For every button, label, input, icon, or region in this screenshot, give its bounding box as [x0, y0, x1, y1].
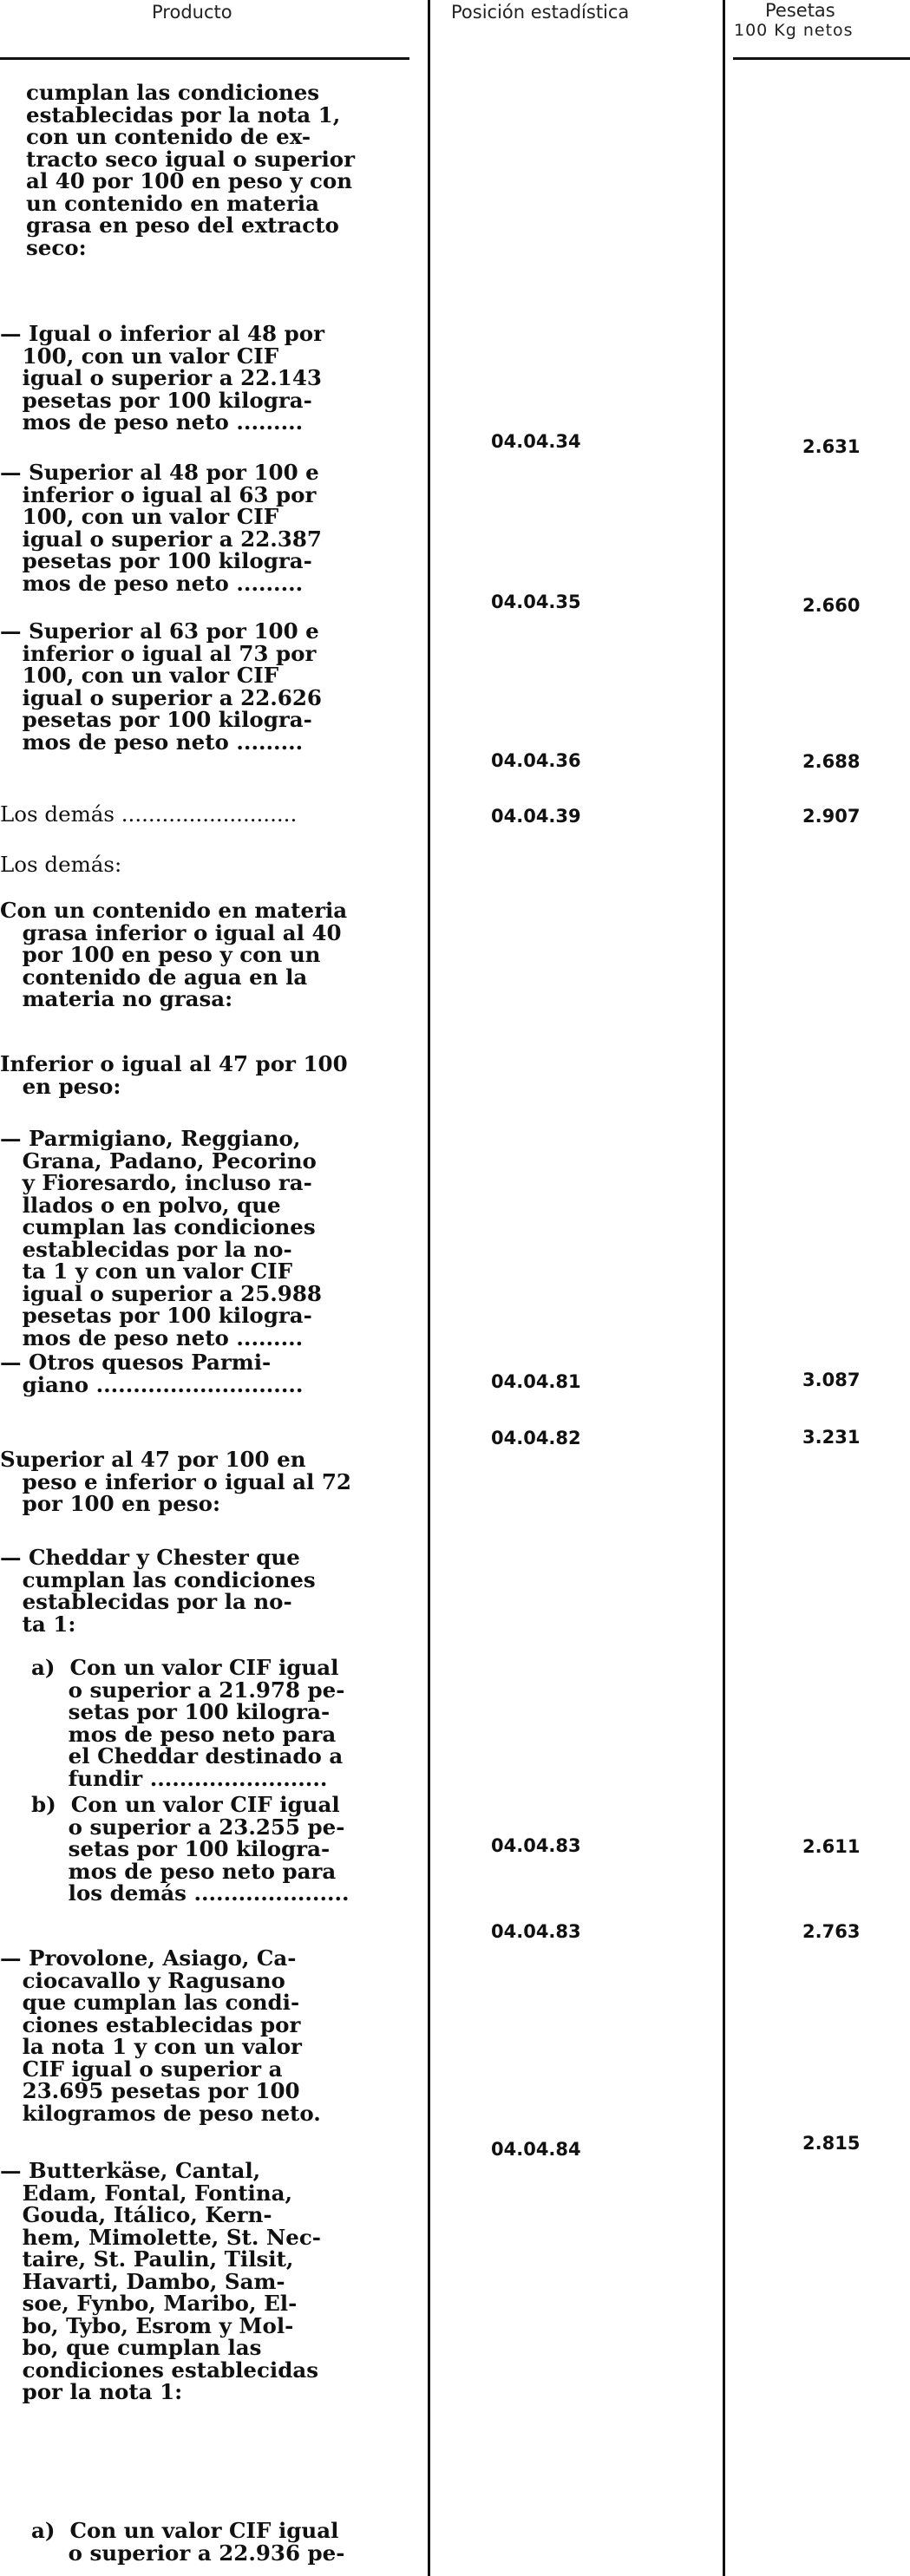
product-text-item-73: — Superior al 63 por 100 e inferior o igual al 73 por 100, con un valor CIF igual o superior a 22.626 pesetas por 100 kilogra- mos de peso neto ......... — [0, 618, 322, 755]
pesetas-value: 3.231 — [802, 1427, 861, 1448]
product-text-fat-content: Con un contenido en materia grasa inferior o igual al 40 por 100 en peso y con un contenido de agua en la materia no grasa: — [0, 898, 348, 1011]
column-divider-left — [428, 0, 430, 2576]
position-value: 04.04.35 — [491, 592, 581, 612]
pesetas-value: 2.611 — [802, 1836, 861, 1857]
product-text-provolone: — Provolone, Asiago, Ca- ciocavallo y Ragusano que cumplan las condi- ciones establecidas por la nota 1 y con un valor CIF igual o superior a 23.695 pesetas por 100 kilogramos de peso neto. — [0, 1945, 321, 2126]
header-pesetas: Pesetas — [765, 0, 835, 21]
product-text-butterkase: — Butterkäse, Cantal, Edam, Fontal, Fontina, Gouda, Itálico, Kern- hem, Mimolette, St. Nec- taire, St. Paulin, Tilsit, Havarti, Dambo, Sam- soe, Fynbo, Maribo, El- bo, Tybo, Esrom y Mol- bo, que cumplan las condiciones establecidas por la nota 1: — [0, 2158, 321, 2404]
pesetas-value: 3.087 — [802, 1370, 861, 1390]
position-value: 04.04.81 — [491, 1371, 581, 1392]
pesetas-value: 2.631 — [802, 436, 861, 457]
position-value: 04.04.83 — [491, 1835, 581, 1856]
product-text-cheddar: — Cheddar y Chester que cumplan las condiciones establecidas por la no- ta 1: — [0, 1545, 316, 1637]
position-value: 04.04.39 — [491, 806, 581, 827]
header-pesetas-unit: 100 Kg netos — [734, 21, 854, 40]
product-text-los-demas: Los demás .......................... — [0, 801, 298, 827]
product-text-cheddar-b: b) Con un valor CIF igual o superior a 23.255 pe- setas por 100 kilogra- mos de peso neto para los demás ..................... — [31, 1792, 350, 1906]
pesetas-value: 2.688 — [802, 751, 861, 772]
product-text-los-demas-heading: Los demás: — [0, 852, 122, 877]
header-rule-left — [0, 57, 409, 60]
pesetas-value: 2.763 — [802, 1921, 861, 1942]
product-text-item-63: — Superior al 48 por 100 e inferior o igual al 63 por 100, con un valor CIF igual o superior a 22.387 pesetas por 100 kilogra- mos de peso neto ......... — [0, 460, 322, 596]
product-text-otros-quesos: — Otros quesos Parmi- giano ............................ — [0, 1350, 304, 1397]
header-rule-right — [733, 57, 910, 60]
pesetas-value: 2.815 — [802, 2133, 861, 2154]
position-value: 04.04.36 — [491, 750, 581, 771]
position-value: 04.04.83 — [491, 1921, 581, 1942]
position-value: 04.04.34 — [491, 431, 581, 452]
position-value: 04.04.84 — [491, 2139, 581, 2160]
product-text-item-48: — Igual o inferior al 48 por 100, con un valor CIF igual o superior a 22.143 pesetas por 100 kilogra- mos de peso neto ......... — [0, 321, 324, 435]
pesetas-value: 2.907 — [802, 806, 861, 827]
header-product: Producto — [152, 2, 232, 23]
product-text-parmigiano: — Parmigiano, Reggiano, Grana, Padano, Pecorino y Fioresardo, incluso ra- llados o en polvo, que cumplan las condiciones establecidas por la no- ta 1 y con un valor CIF igual o superior a 25.988 pesetas por 100 kilogra- mos de peso neto ......... — [0, 1126, 322, 1350]
pesetas-value: 2.660 — [802, 595, 861, 616]
product-text-cheddar-a: a) Con un valor CIF igual o superior a 21.978 pe- setas por 100 kilogra- mos de peso neto para el Cheddar destinado a fundir ........................ — [31, 1655, 345, 1791]
product-text-water-72: Superior al 47 por 100 en peso e inferior o igual al 72 por 100 en peso: — [0, 1447, 351, 1516]
position-value: 04.04.82 — [491, 1428, 581, 1448]
column-divider-right — [723, 0, 725, 2576]
product-text-water-47: Inferior o igual al 47 por 100 en peso: — [0, 1051, 348, 1099]
header-position: Posición estadística — [451, 2, 630, 23]
product-text-intro: cumplan las condiciones establecidas por la nota 1, con un contenido de ex- tracto seco igual o superior al 40 por 100 en peso y con un contenido en materia grasa en peso del extracto seco: — [26, 80, 355, 260]
product-text-butterkase-a: a) Con un valor CIF igual o superior a 22.936 pe- — [31, 2518, 345, 2566]
